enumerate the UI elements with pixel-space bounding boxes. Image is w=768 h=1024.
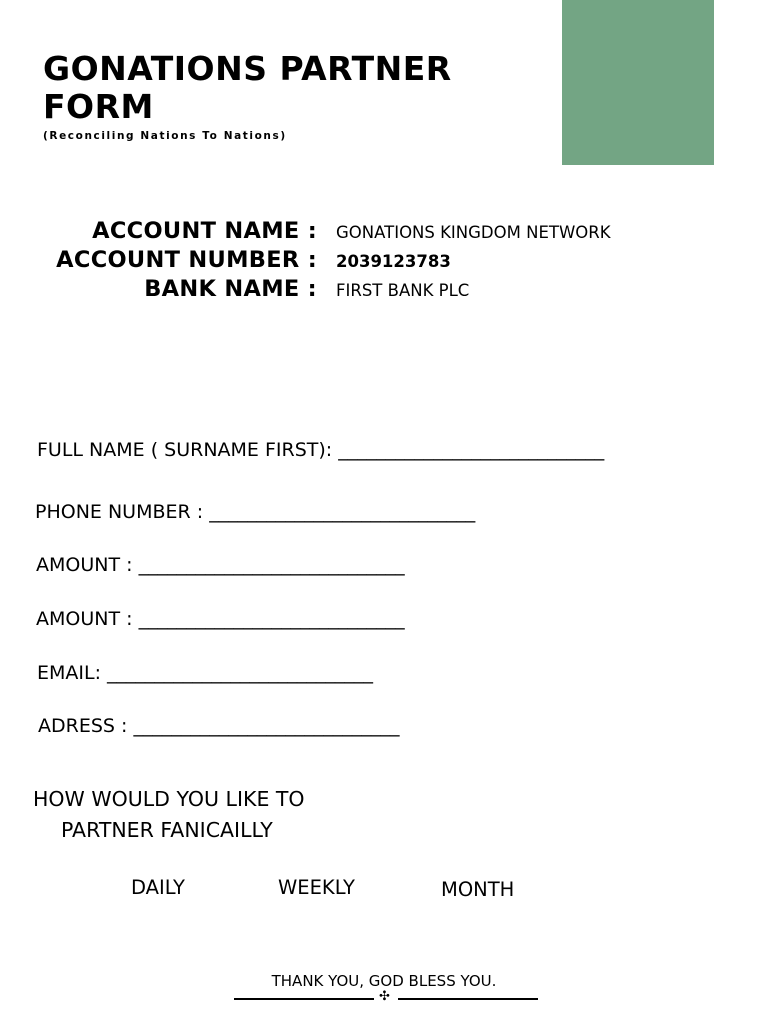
phone-number-field[interactable] <box>35 501 475 523</box>
amount-blank-2[interactable]: ____________________________ <box>138 608 405 630</box>
account-number-label: ACCOUNT NUMBER : <box>56 247 317 273</box>
bank-name-label: BANK NAME : <box>144 276 317 302</box>
address-field[interactable] <box>38 715 399 737</box>
option-month[interactable]: MONTH <box>441 878 515 901</box>
email-blank[interactable]: ____________________________ <box>107 662 374 684</box>
phone-number-label: PHONE NUMBER : <box>35 501 204 523</box>
partner-question-line-2: PARTNER FANICAILLY <box>61 818 273 842</box>
form-subtitle: (Reconciling Nations To Nations) <box>43 130 287 142</box>
footer-divider <box>234 989 538 1004</box>
account-name-value: GONATIONS KINGDOM NETWORK <box>336 223 611 242</box>
full-name-label: FULL NAME ( SURNAME FIRST): <box>37 439 333 461</box>
option-daily[interactable]: DAILY <box>131 876 185 899</box>
form-title <box>43 50 543 126</box>
form-title-line-1: GONATIONS PARTNER <box>43 49 452 88</box>
amount-label-1: AMOUNT : <box>36 554 133 576</box>
partner-question-line-1: HOW WOULD YOU LIKE TO <box>33 787 305 811</box>
email-field[interactable] <box>37 662 373 684</box>
bank-name-value: FIRST BANK PLC <box>336 281 470 300</box>
address-label: ADRESS : <box>38 715 128 737</box>
amount-field-1[interactable] <box>36 554 405 576</box>
green-accent-block <box>562 0 714 165</box>
full-name-field[interactable] <box>37 439 604 461</box>
email-label: EMAIL: <box>37 662 101 684</box>
account-number-value: 2039123783 <box>336 252 451 271</box>
form-title-line-2: FORM <box>43 87 154 126</box>
address-blank[interactable]: ____________________________ <box>133 715 400 737</box>
thank-you-note: THANK YOU, GOD BLESS YOU. <box>271 972 497 990</box>
divider-line-right <box>398 998 538 1000</box>
fleuron-icon: ✣ <box>379 989 390 1004</box>
account-name-label: ACCOUNT NAME : <box>92 218 317 244</box>
full-name-blank[interactable]: ____________________________ <box>338 439 605 461</box>
amount-blank-1[interactable]: ____________________________ <box>138 554 405 576</box>
amount-field-2[interactable] <box>36 608 405 630</box>
option-weekly[interactable]: WEEKLY <box>278 876 355 899</box>
phone-number-blank[interactable]: ____________________________ <box>209 501 476 523</box>
divider-line-left <box>234 998 374 1000</box>
amount-label-2: AMOUNT : <box>36 608 133 630</box>
